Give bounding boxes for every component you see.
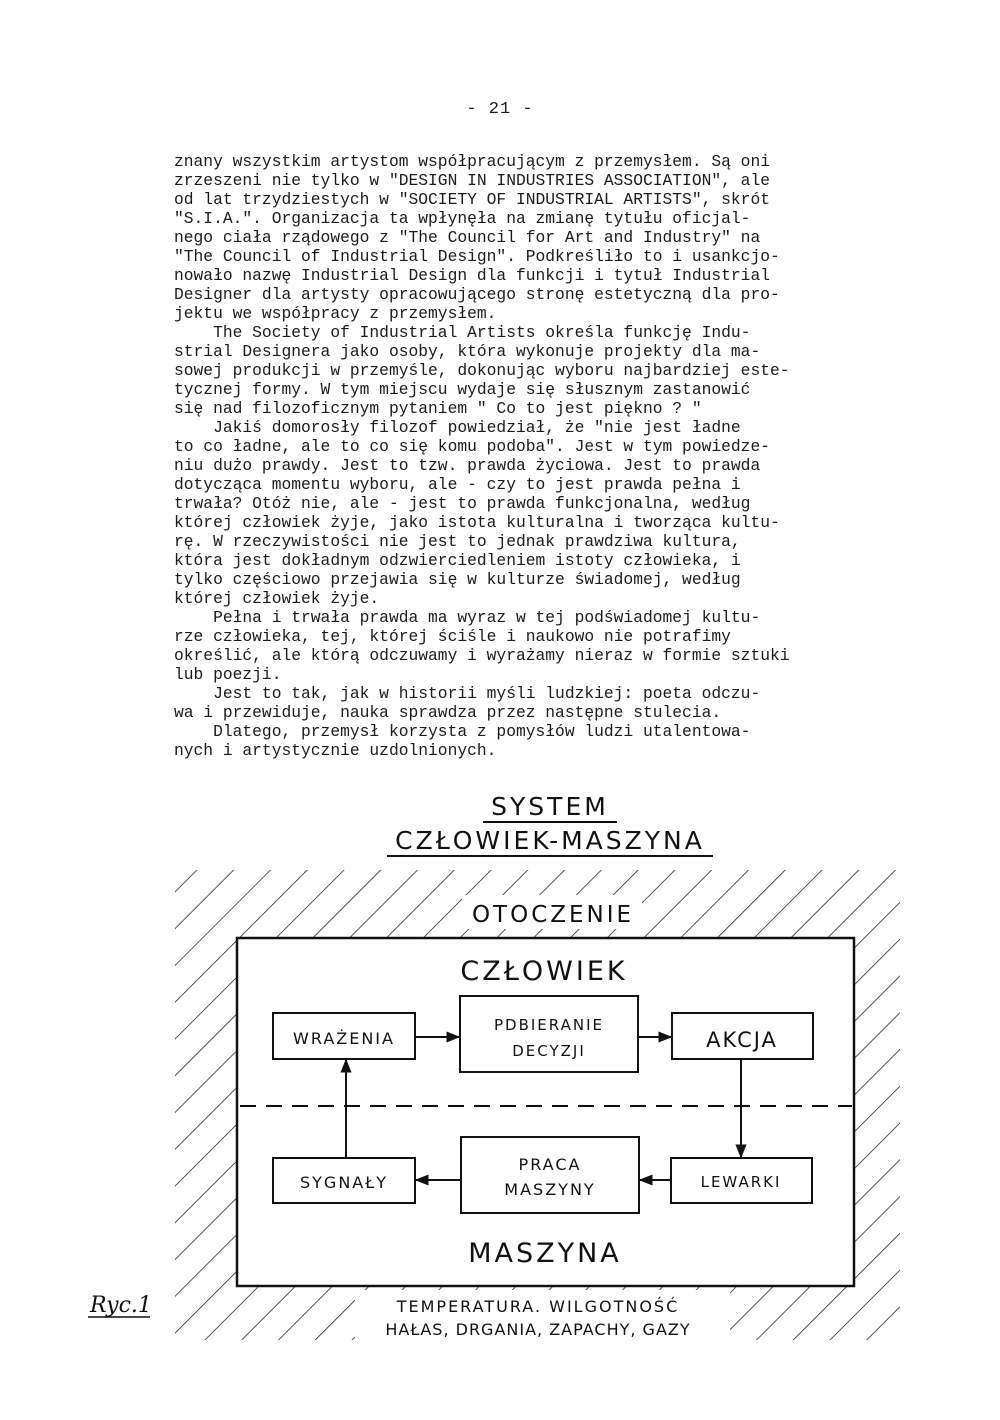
text-line: Jakiś domorosły filozof powiedział, że "nie jest ładne	[174, 418, 741, 437]
text-line: niu dużo prawdy. Jest to tzw. prawda życiowa. Jest to prawda	[174, 456, 761, 475]
text-line: The Society of Industrial Artists określa funkcję Indu-	[174, 323, 751, 342]
human-label: CZŁOWIEK	[460, 956, 628, 987]
text-line: tycznej formy. W tym miejscu wydaje się słusznym zastanowić	[174, 380, 751, 399]
text-line: Designer dla artysty opracowującego stronę estetyczną dla pro-	[174, 285, 780, 304]
text-line: zrzeszeni nie tylko w "DESIGN IN INDUSTRIES ASSOCIATION", ale	[174, 171, 770, 190]
environment-label: OTOCZENIE	[471, 902, 635, 928]
signals-label: SYGNAŁY	[299, 1173, 389, 1192]
text-line: Pełna i trwała prawda ma wyraz w tej podświadomej kultu-	[174, 608, 761, 627]
text-line: rze człowieka, tej, której ściśle i naukowo nie potrafimy	[174, 627, 731, 646]
text-line: określić, ale którą odczuwamy i wyrażamy nieraz w formie sztuki	[174, 646, 790, 665]
system-boundary	[237, 938, 854, 1286]
text-line: której człowiek żyje.	[174, 589, 380, 608]
factors-label-line1: TEMPERATURA. WILGOTNOŚĆ	[396, 1297, 680, 1316]
text-line: której człowiek żyje, jako istota kulturalna i tworząca kultu-	[174, 513, 780, 532]
figure-label: Ryc.1	[90, 1293, 152, 1318]
box-machine-work	[461, 1137, 639, 1213]
text-line: nowało nazwę Industrial Design dla funkcji i tytuł Industrial	[174, 266, 770, 285]
text-line: się nad filozoficznym pytaniem " Co to jest piękno ? "	[174, 399, 702, 418]
text-line: Jest to tak, jak w historii myśli ludzkiej: poeta odczu-	[174, 684, 761, 703]
decision-label-line2: DECYZJI	[512, 1042, 586, 1060]
text-line: która jest dokładnym odzwierciedleniem istoty człowieka, i	[174, 551, 741, 570]
text-line: "S.I.A.". Organizacja ta wpłynęła na zmianę tytułu oficjal-	[174, 209, 751, 228]
box-decision	[460, 996, 638, 1072]
diagram-title-czlowiek-maszyna: CZŁOWIEK-MASZYNA	[387, 826, 713, 857]
text-line: nego ciała rządowego z "The Council for Art and Industry" na	[174, 228, 761, 247]
action-label: AKCJA	[706, 1028, 778, 1052]
machine-work-label-line1: PRACA	[518, 1155, 582, 1174]
factors-label-line2: HAŁAS, DRGANIA, ZAPACHY, GAZY	[385, 1320, 691, 1339]
text-line: trwała? Otóż nie, ale - jest to prawda funkcjonalna, według	[174, 494, 751, 513]
text-line: Dlatego, przemysł korzysta z pomysłów ludzi utalentowa-	[174, 722, 751, 741]
impressions-label: WRAŻENIA	[293, 1029, 395, 1048]
text-line: tylko częściowo przejawia się w kulturze świadomej, według	[174, 570, 741, 589]
text-line: strial Designera jako osoby, która wykonuje projekty dla ma-	[174, 342, 761, 361]
diagram-title-system: SYSTEM	[483, 792, 617, 823]
levers-label: LEWARKI	[700, 1173, 782, 1191]
machine-work-label-line2: MASZYNY	[504, 1180, 596, 1199]
text-line: "The Council of Industrial Design". Podkreśliło to i usankcjo-	[174, 247, 780, 266]
text-line: od lat trzydziestych w "SOCIETY OF INDUSTRIAL ARTISTS", skrót	[174, 190, 770, 209]
text-line: dotycząca momentu wyboru, ale - czy to jest prawda pełna i	[174, 475, 741, 494]
page-number: - 21 -	[466, 100, 534, 119]
text-line: to co ładne, ale to co się komu podoba". Jest w tym powiedze-	[174, 437, 770, 456]
decision-label-line1: PDBIERANIE	[494, 1016, 604, 1034]
text-line: nych i artystycznie uzdolnionych.	[174, 741, 497, 760]
text-line: lub poezji.	[174, 665, 282, 684]
text-line: wa i przewiduje, nauka sprawdza przez następne stulecia.	[174, 703, 722, 722]
text-line: sowej produkcji w przemyśle, dokonując wyboru najbardziej este-	[174, 361, 790, 380]
text-line: znany wszystkim artystom współpracującym z przemysłem. Są oni	[174, 152, 770, 171]
text-line: rę. W rzeczywistości nie jest to jednak prawdziwa kultura,	[174, 532, 741, 551]
machine-label: MASZYNA	[468, 1238, 622, 1269]
text-line: jektu we współpracy z przemysłem.	[174, 304, 497, 323]
